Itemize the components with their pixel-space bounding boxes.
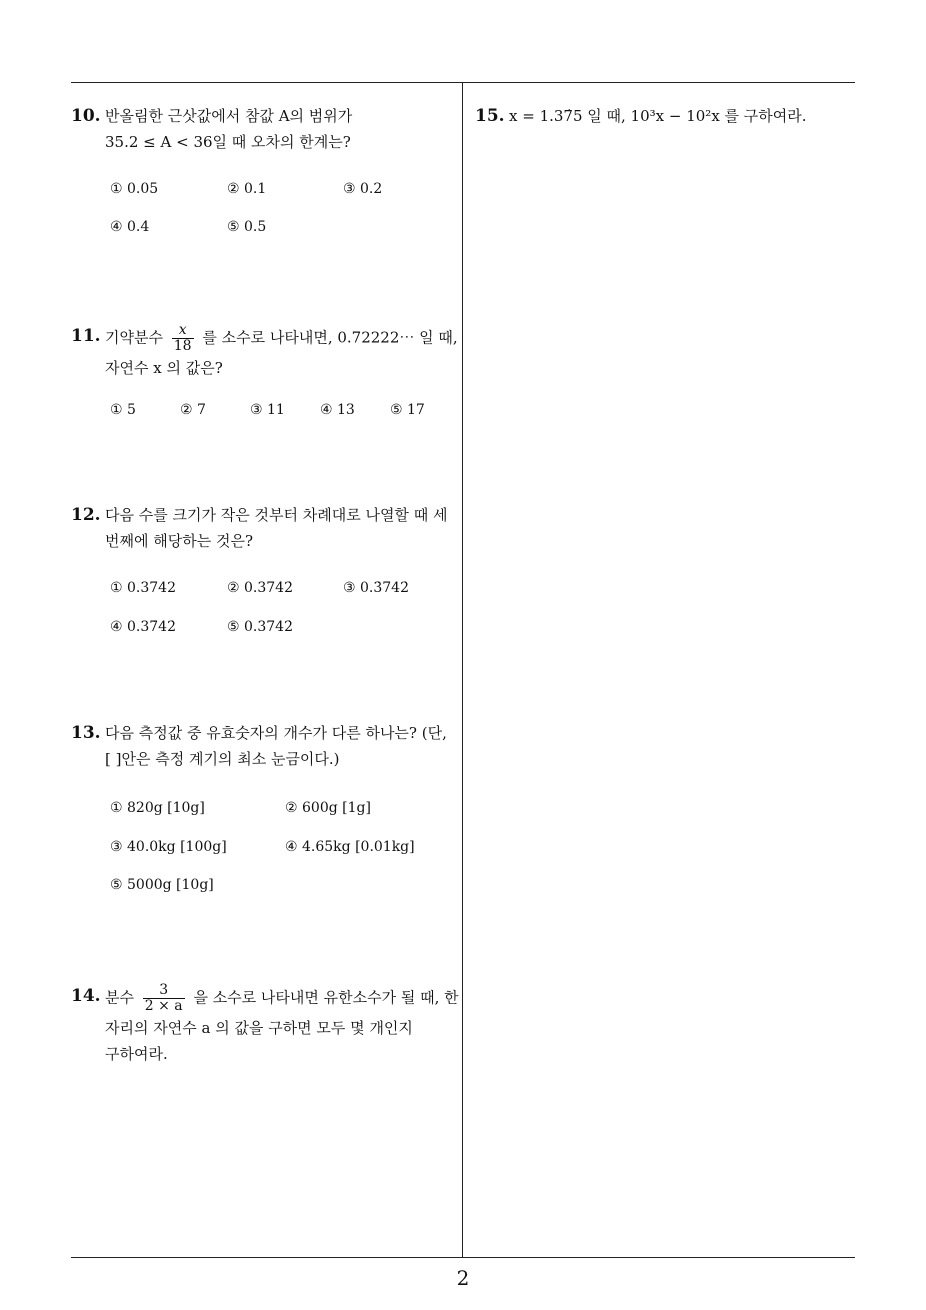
option-4[interactable]: ④ 13 (320, 402, 355, 418)
option-3[interactable]: ③ 0.2 (343, 181, 383, 197)
option-1[interactable]: ① 0.3742 (110, 580, 176, 596)
fraction-numerator: 3 (143, 983, 185, 999)
option-5[interactable]: ⑤ 0.5 (227, 219, 267, 235)
option-5[interactable]: ⑤ 17 (390, 402, 425, 418)
question-text: 을 소수로 나타내면 유한소수가 될 때, 한 (193, 988, 459, 1007)
option-5[interactable]: ⑤ 0.3742̇ (227, 619, 293, 635)
question-number: 14. (71, 986, 101, 1006)
question-text: 를 소수로 나타내면, 0.72222⋯ 일 때, (202, 328, 458, 347)
option-2[interactable]: ② 7 (180, 402, 206, 418)
column-divider (462, 82, 463, 1258)
question-text: 반올림한 근삿값에서 참값 A의 범위가 (105, 107, 353, 125)
fraction-denominator: 18 (173, 338, 192, 354)
option-1[interactable]: ① 820g [10g] (110, 800, 205, 816)
question-text: [ ]안은 측정 계기의 최소 눈금이다.) (105, 750, 340, 768)
question-text: 기약분수 (105, 328, 163, 347)
question-number: 10. (71, 106, 101, 126)
option-2[interactable]: ② 0.1 (227, 181, 267, 197)
option-5[interactable]: ⑤ 5000g [10g] (110, 877, 214, 893)
option-3[interactable]: ③ 11 (250, 402, 285, 418)
question-text: 구하여라. (105, 1045, 168, 1063)
option-2[interactable]: ② 0.374̇2̇ (227, 580, 293, 596)
question-text: 자리의 자연수 a 의 값을 구하면 모두 몇 개인지 (105, 1019, 413, 1037)
question-number: 15. (475, 106, 505, 126)
option-1[interactable]: ① 0.05 (110, 181, 159, 197)
option-4[interactable]: ④ 0.37̇42̇ (110, 619, 176, 635)
fraction (143, 983, 185, 1014)
fraction-denominator: 2 × a (144, 998, 183, 1014)
question-text: 분수 (105, 988, 134, 1007)
page-number: 2 (456, 1266, 470, 1290)
option-2[interactable]: ② 600g [1g] (285, 800, 371, 816)
fraction-numerator: x (172, 323, 194, 339)
question-text: 다음 측정값 중 유효숫자의 개수가 다른 하나는? (단, (105, 724, 447, 742)
bottom-rule (71, 1257, 855, 1258)
question-number: 13. (71, 723, 101, 743)
question-text: 다음 수를 크기가 작은 것부터 차례대로 나열할 때 세 (105, 506, 448, 524)
option-4[interactable]: ④ 4.65kg [0.01kg] (285, 839, 415, 855)
question-text: 35.2 ≤ A < 36일 때 오차의 한계는? (105, 133, 351, 151)
top-rule (71, 82, 855, 83)
question-number: 11. (71, 326, 101, 346)
question-text: x = 1.37̇5 일 때, 10³x − 10²x 를 구하여라. (509, 107, 807, 125)
option-3[interactable]: ③ 40.0kg [100g] (110, 839, 227, 855)
question-text: 번째에 해당하는 것은? (105, 532, 253, 550)
fraction (172, 323, 194, 354)
question-text: 자연수 x 의 값은? (105, 359, 223, 377)
option-3[interactable]: ③ 0.3̇742̇ (343, 580, 409, 596)
option-4[interactable]: ④ 0.4 (110, 219, 150, 235)
option-1[interactable]: ① 5 (110, 402, 136, 418)
question-number: 12. (71, 505, 101, 525)
